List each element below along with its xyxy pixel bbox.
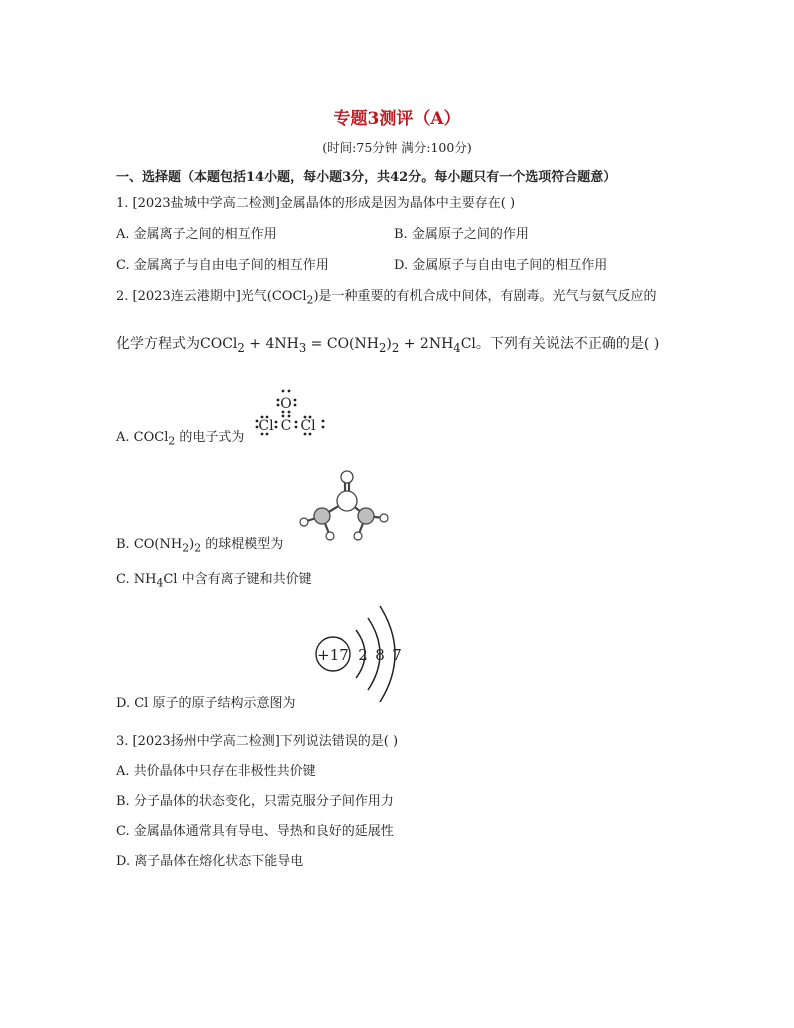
shell-3-electrons: 7 — [392, 646, 402, 664]
question-3-option-d: D. 离子晶体在熔化状态下能导电 — [116, 854, 304, 869]
lewis-cl-right: Cl — [300, 418, 316, 434]
question-3-option-c: C. 金属晶体通常具有导电、导热和良好的延展性 — [116, 824, 394, 839]
question-1-option-c: C. 金属离子与自由电子间的相互作用 — [116, 258, 329, 273]
question-2-option-c: C. $NH_4Cl$ 中含有离子键和共价键 — [116, 572, 312, 590]
shell-2-electrons: 8 — [375, 646, 385, 664]
question-3-option-a: A. 共价晶体中只存在非极性共价键 — [116, 764, 316, 779]
question-2-option-a: A. COCl$_2$ 的电子式为 — [116, 430, 245, 448]
shell-1-electrons: 2 — [358, 646, 368, 664]
question-2-stem: 2. [2023连云港期中]光气(COCl$_2$)是一种重要的有机合成中间体，有剧毒。光气与氨气反应的 — [116, 289, 657, 307]
page-title: 专题3测评（A） — [333, 109, 461, 129]
section-heading: 一、选择题（本题包括14小题，每小题3分，共42分。每小题只有一个选项符合题意） — [116, 170, 617, 185]
question-3-stem: 3. [2023扬州中学高二检测]下列说法错误的是( ) — [116, 734, 399, 749]
atom-n-left — [314, 508, 330, 524]
atom-c — [337, 491, 357, 511]
question-3-option-b: B. 分子晶体的状态变化，只需克服分子间作用力 — [116, 794, 394, 809]
lewis-o: O — [280, 396, 292, 412]
question-2-option-d: D. Cl 原子的原子结构示意图为 — [116, 696, 296, 711]
page-subtitle: (时间:75分钟 满分:100分) — [322, 140, 472, 155]
lewis-structure-cocl2 — [252, 386, 328, 438]
nucleus-charge: +17 — [317, 646, 349, 664]
ball-and-stick-model — [294, 468, 404, 548]
lewis-cl-left: Cl — [258, 418, 274, 434]
atom-o — [341, 471, 353, 483]
question-2-option-b: B. $CO(NH_2)_2$ 的球棍模型为 — [116, 537, 284, 555]
atomic-structure-diagram — [308, 598, 412, 702]
atom-n-right — [358, 508, 374, 524]
question-2-equation: 化学方程式为COCl$_2$ + $4NH_3 = CO(NH_2)_2 + 2NH_4Cl$。下列有关说法不正确的是( ) — [116, 336, 660, 355]
lewis-c: C — [280, 418, 292, 434]
question-1-stem: 1. [2023盐城中学高二检测]金属晶体的形成是因为晶体中主要存在( ) — [116, 196, 516, 211]
question-1-option-a: A. 金属离子之间的相互作用 — [116, 227, 277, 242]
question-1-option-b: B. 金属原子之间的作用 — [394, 227, 529, 242]
question-1-option-d: D. 金属原子与自由电子间的相互作用 — [394, 258, 608, 273]
